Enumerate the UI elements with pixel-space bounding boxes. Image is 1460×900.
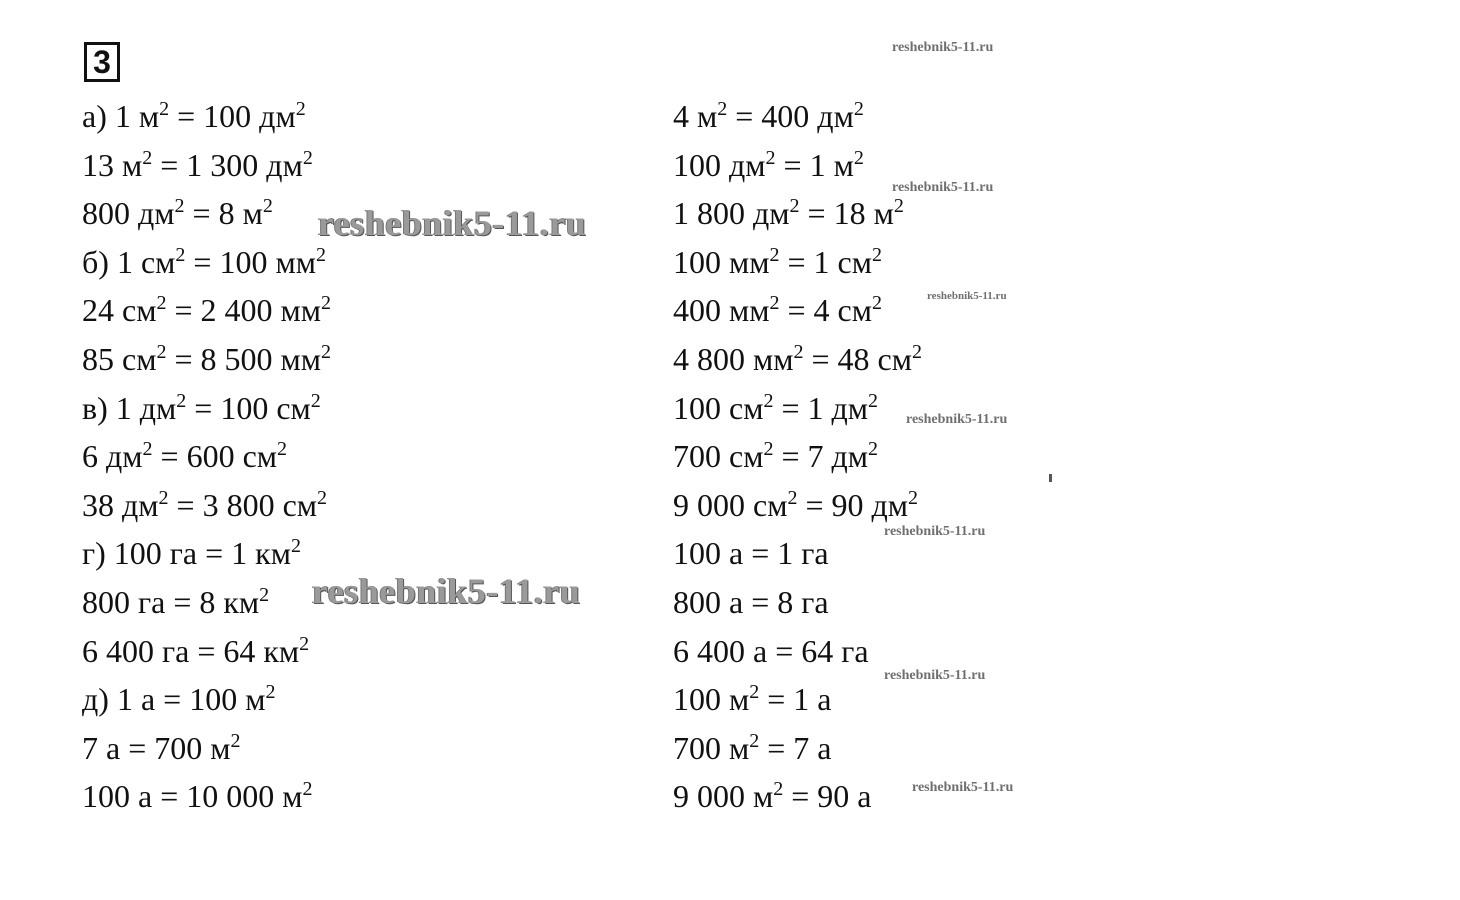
watermark-small: reshebnik5-11.ru: [884, 668, 986, 683]
exponent: 2: [174, 195, 185, 218]
equation-line: 6 $дм^2 = 600$ $см^2$: [82, 438, 288, 475]
watermark-small: reshebnik5-11.ru: [884, 524, 986, 539]
exponent: 2: [265, 681, 276, 704]
exponent: 2: [872, 292, 882, 315]
exponent: 2: [142, 438, 153, 461]
exponent: 2: [893, 195, 904, 218]
equation-line: 100 а = 1 га: [673, 535, 829, 572]
exponent: 2: [763, 389, 774, 412]
exponent: 2: [793, 340, 804, 363]
equation-line: 24 $см^2 = 2$ 400 $мм^2$: [82, 292, 331, 329]
equation-line: 100 а = 10 000 $м^2$: [82, 778, 313, 815]
exponent: 2: [142, 146, 153, 169]
equation-line: 4 $м^2 = 400$ $дм^2$: [673, 98, 864, 134]
exponent: 2: [310, 389, 321, 412]
equation-line: 400 $мм^2 = 4$ $см^2$: [673, 292, 882, 329]
exponent: 2: [749, 681, 760, 704]
equation-line: 800 а = 8 га: [673, 583, 829, 620]
equation-line: г) 100 га = 1 $км^2$: [82, 535, 301, 572]
exponent: 2: [302, 778, 313, 801]
exponent: 2: [853, 146, 864, 169]
exponent: 2: [158, 486, 169, 509]
exponent: 2: [853, 98, 864, 120]
equation-line: д) 1 а = 100 $м^2$: [82, 681, 276, 718]
right-column: [673, 92, 922, 821]
left-column: [82, 92, 331, 821]
task-number-box: 3: [84, 42, 120, 82]
equation-line: в) 1 $дм^2 = 100$ $см^2$: [82, 389, 321, 426]
exponent: 2: [176, 389, 187, 412]
equation-line: а) 1 $м^2 = 100$ $дм^2$: [82, 98, 306, 134]
exponent: 2: [277, 438, 288, 461]
exponent: 2: [769, 243, 780, 266]
equation-line: 38 $дм^2 = 3$ 800 $см^2$: [82, 486, 328, 523]
exponent: 2: [765, 146, 776, 169]
equation-line: 7 а = 700 $м^2$: [82, 729, 241, 766]
equation-line: 100 $дм^2 = 1$ $м^2$: [673, 146, 864, 183]
equation-line: б) 1 $см^2 = 100$ $мм^2$: [82, 243, 326, 280]
exponent: 2: [315, 243, 326, 266]
exponent: 2: [868, 389, 879, 412]
watermark-small: reshebnik5-11.ru: [927, 290, 1007, 302]
exponent: 2: [717, 98, 728, 120]
equation-line: 9 000 $см^2 = 90$ $дм^2$: [673, 486, 919, 523]
exponent: 2: [773, 778, 784, 801]
equation-line: 6 400 а = 64 га: [673, 632, 869, 669]
exponent: 2: [230, 729, 241, 752]
exponent: 2: [872, 243, 882, 266]
equation-line: 1 800 $дм^2 = 18$ $м^2$: [673, 195, 904, 232]
exponent: 2: [262, 195, 273, 218]
exponent: 2: [763, 438, 774, 461]
equation-line: 4 800 $мм^2 = 48$ $см^2$: [673, 340, 922, 377]
equation-line: 100 $мм^2 = 1$ $см^2$: [673, 243, 882, 280]
equation-line: 800 га = 8 $км^2$: [82, 583, 270, 620]
exponent: 2: [290, 535, 301, 558]
exponent: 2: [789, 195, 800, 218]
exponent: 2: [912, 340, 922, 363]
exponent: 2: [787, 486, 798, 509]
exponent: 2: [321, 292, 331, 315]
equation-line: 6 400 га = 64 $км^2$: [82, 632, 310, 669]
exponent: 2: [159, 98, 170, 120]
watermark-small: reshebnik5-11.ru: [906, 412, 1008, 427]
equation-line: 100 $см^2 = 1$ $дм^2$: [673, 389, 879, 426]
equation-line: 85 $см^2 = 8$ 500 $мм^2$: [82, 340, 331, 377]
watermark-large: reshebnik5-11.ru: [318, 203, 587, 243]
exponent: 2: [299, 632, 310, 655]
equation-line: 9 000 $м^2 = 90$ а: [673, 778, 872, 815]
equation-line: 700 $см^2 = 7$ $дм^2$: [673, 438, 879, 475]
exponent: 2: [302, 146, 313, 169]
exponent: 2: [295, 98, 306, 120]
equation-line: 100 $м^2 = 1$ а: [673, 681, 832, 718]
exponent: 2: [156, 340, 167, 363]
exponent: 2: [868, 438, 879, 461]
exponent: 2: [317, 486, 328, 509]
exponent: 2: [769, 292, 780, 315]
exponent: 2: [175, 243, 186, 266]
exponent: 2: [749, 729, 760, 752]
exponent: 2: [156, 292, 167, 315]
watermark-small: reshebnik5-11.ru: [892, 40, 994, 55]
exponent: 2: [321, 340, 331, 363]
watermark-large: reshebnik5-11.ru: [312, 571, 581, 611]
watermark-small: reshebnik5-11.ru: [892, 180, 994, 195]
watermark-small: reshebnik5-11.ru: [912, 780, 1014, 795]
equation-line: 700 $м^2 = 7$ а: [673, 729, 832, 766]
exponent: 2: [259, 583, 270, 606]
exponent: 2: [908, 486, 919, 509]
stray-mark: [1049, 474, 1052, 482]
equation-line: 13 $м^2 = 1$ 300 $дм^2$: [82, 146, 313, 183]
equation-line: 800 $дм^2 = 8$ $м^2$: [82, 195, 273, 232]
